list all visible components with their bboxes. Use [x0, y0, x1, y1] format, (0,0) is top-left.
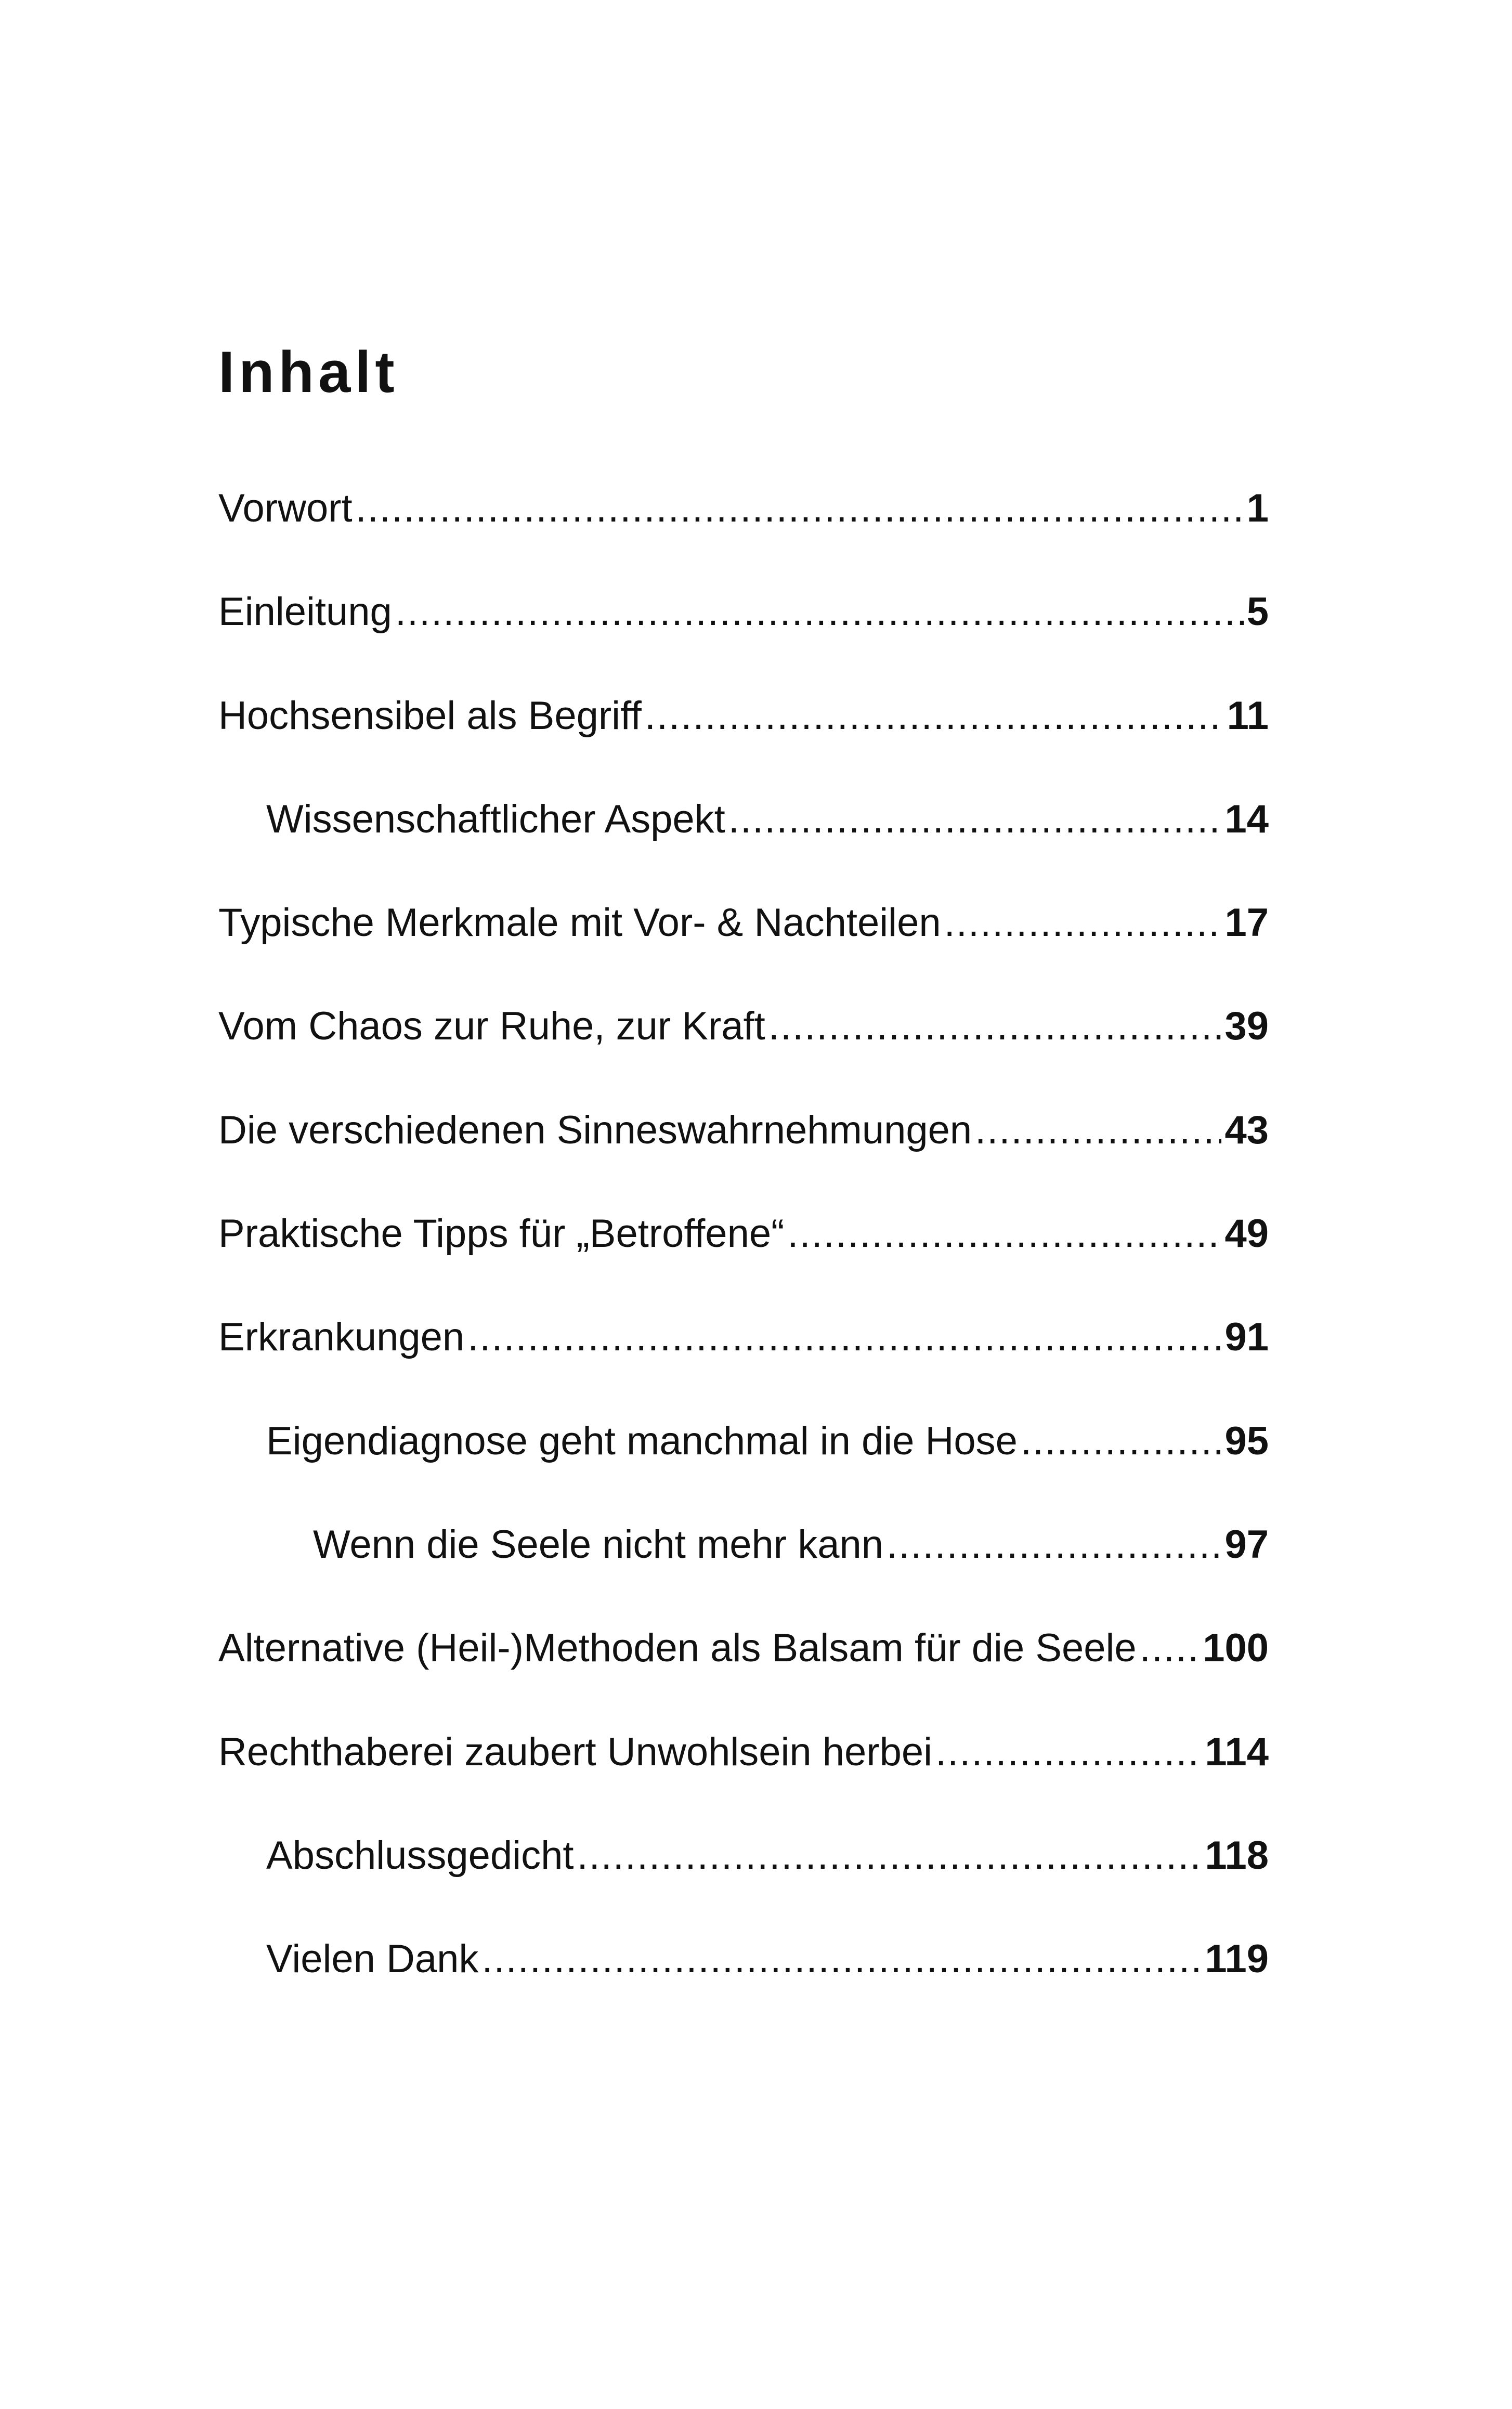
dot-leader [728, 800, 1222, 839]
toc-entry-page-number: 119 [1205, 1939, 1269, 1982]
dot-leader [481, 1939, 1202, 1979]
toc-entry-label: Erkrankungen [218, 1318, 465, 1360]
toc-entry [218, 1422, 1269, 1525]
toc-entry-label: Die verschiedenen Sinneswahrnehmungen [218, 1110, 972, 1152]
toc-entry-label: Hochsensibel als Begriff [218, 696, 642, 738]
toc-entry-page-number: 14 [1224, 799, 1269, 841]
toc-entry-label: Typische Merkmale mit Vor- & Nachteilen [218, 903, 941, 945]
toc-entry-page-number: 5 [1246, 592, 1269, 634]
toc-entry [218, 1836, 1269, 1939]
toc-heading: Inhalt [218, 340, 399, 405]
toc-entry [218, 696, 1269, 800]
dot-leader [1021, 1422, 1222, 1461]
toc-entry-page-number: 118 [1205, 1835, 1269, 1878]
toc-entry-page-number: 49 [1224, 1214, 1269, 1256]
toc-entry-page-number: 17 [1224, 903, 1269, 945]
dot-leader [356, 489, 1244, 528]
toc-entry [218, 800, 1269, 903]
dot-leader [975, 1111, 1221, 1150]
toc-entry-page-number: 114 [1205, 1732, 1269, 1774]
toc-entry-page-number: 97 [1224, 1525, 1269, 1567]
toc-entry [218, 1214, 1269, 1318]
dot-leader [944, 903, 1222, 943]
toc-entry-page-number: 95 [1224, 1421, 1269, 1463]
toc-entry-label: Vielen Dank [266, 1939, 479, 1982]
toc-entry [218, 1939, 1269, 2043]
toc-entry-label: Vorwort [218, 489, 353, 530]
toc-entry-page-number: 43 [1224, 1110, 1269, 1152]
toc-entry-label: Einleitung [218, 592, 392, 634]
dot-leader [768, 1007, 1222, 1046]
dot-leader [645, 696, 1224, 736]
toc-entry-label: Praktische Tipps für „Betroffene“ [218, 1214, 785, 1256]
toc-entry-label: Wissenschaftlicher Aspekt [266, 799, 725, 841]
toc-entry [218, 489, 1269, 592]
table-of-contents [218, 489, 1269, 2043]
toc-entry-page-number: 11 [1227, 696, 1269, 738]
toc-entry-label: Vom Chaos zur Ruhe, zur Kraft [218, 1007, 765, 1049]
toc-entry-page-number: 100 [1203, 1629, 1269, 1671]
toc-entry [218, 1733, 1269, 1836]
dot-leader [577, 1836, 1202, 1876]
dot-leader [1140, 1629, 1200, 1668]
toc-entry [218, 1007, 1269, 1110]
toc-entry-label: Rechthaberei zaubert Unwohlsein herbei [218, 1732, 933, 1774]
dot-leader [787, 1214, 1221, 1254]
dot-leader [467, 1318, 1221, 1357]
dot-leader [887, 1525, 1221, 1565]
dot-leader [395, 592, 1244, 632]
toc-entry-label: Wenn die Seele nicht mehr kann [313, 1525, 884, 1567]
toc-entry [218, 1525, 1269, 1629]
toc-entry [218, 1629, 1269, 1732]
toc-entry-label: Abschlussgedicht [266, 1835, 574, 1878]
toc-entry-page-number: 91 [1224, 1318, 1269, 1360]
toc-entry-label: Eigendiagnose geht manchmal in die Hose [266, 1421, 1018, 1463]
toc-entry [218, 1111, 1269, 1214]
toc-entry [218, 1318, 1269, 1421]
dot-leader [935, 1733, 1202, 1772]
toc-entry-page-number: 39 [1224, 1007, 1269, 1049]
toc-entry [218, 592, 1269, 696]
toc-entry [218, 903, 1269, 1007]
toc-entry-label: Alternative (Heil-)Methoden als Balsam für die Seele [218, 1629, 1137, 1671]
toc-entry-page-number: 1 [1246, 489, 1269, 530]
